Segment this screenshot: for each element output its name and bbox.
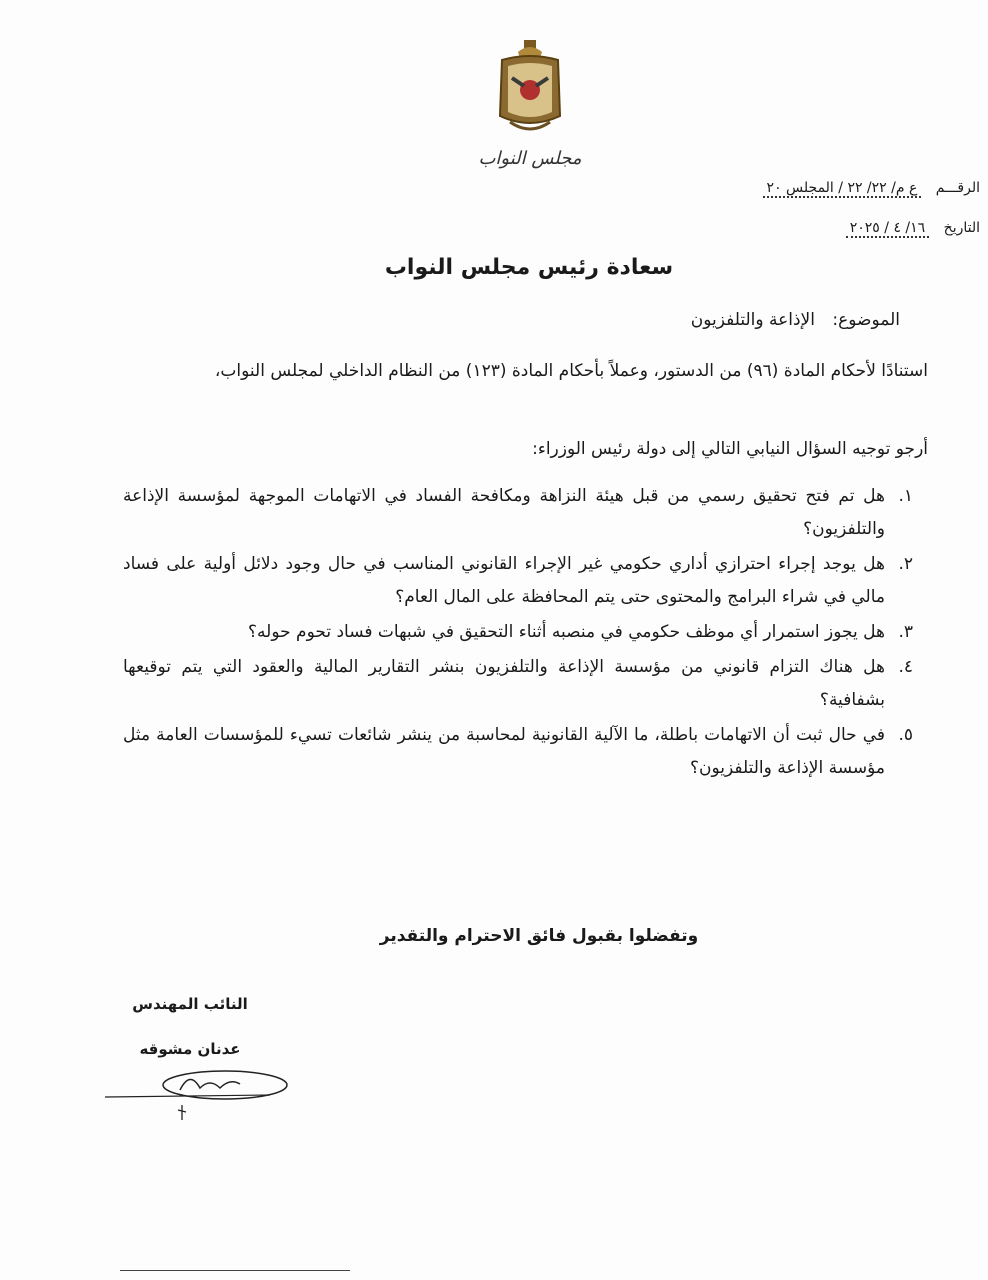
question-number: ٤. — [898, 657, 913, 677]
question-text: هل يوجد إجراء احترازي أداري حكومي غير الإجراء القانوني المناسب في حال وجود دلائل أولية على فساد مالي في شراء البرامج والمحتوى حتى يتم المحافظة على المال العام؟ — [123, 554, 885, 607]
addressee-heading: سعادة رئيس مجلس النواب — [384, 255, 674, 280]
reference-label: الرقـــم — [935, 180, 980, 196]
closing-line: وتفضلوا بقبول فائق الاحترام والتقدير — [379, 926, 699, 946]
question-number: ٣. — [898, 622, 913, 642]
letter-date — [846, 220, 980, 236]
request-paragraph: أرجو توجيه السؤال النيابي التالي إلى دولة رئيس الوزراء: — [532, 439, 928, 459]
subject-label: الموضوع: — [832, 310, 900, 330]
question-text: هل يجوز استمرار أي موظف حكومي في منصبه أثناء التحقيق في شبهات فساد تحوم حوله؟ — [248, 622, 885, 642]
question-text: في حال ثبت أن الاتهامات باطلة، ما الآلية القانونية لمحاسبة من ينشر شائعات تسيء للمؤسسات العامة مثل مؤسسة الإذاعة والتلفزيون؟ — [123, 725, 885, 778]
question-number: ٢. — [898, 554, 913, 574]
question-item — [123, 548, 913, 614]
date-value: ١٦/ ٤ / ٢٠٢٥ — [846, 220, 929, 238]
signatory-role: النائب المهندس — [132, 995, 248, 1013]
question-text: هل هناك التزام قانوني من مؤسسة الإذاعة والتلفزيون بنشر التقارير المالية والعقود التي يتم توقيعها بشفافية؟ — [123, 657, 885, 710]
reference-value: ع م/ ٢٢/ ٢٢ / المجلس ٢٠ — [763, 180, 922, 198]
question-item — [123, 480, 913, 546]
date-label: التاريخ — [943, 220, 980, 236]
question-text: هل تم فتح تحقيق رسمي من قبل هيئة النزاهة ومكافحة الفساد في الاتهامات الموجهة لمؤسسة الإذاعة والتلفزيون؟ — [123, 486, 885, 539]
council-logo-text: مجلس النواب — [478, 148, 582, 169]
intro-paragraph: استنادًا لأحكام المادة (٩٦) من الدستور، وعملاً بأحكام المادة (١٢٣) من النظام الداخلي لمجلس النواب، — [214, 361, 928, 381]
subject-value: الإذاعة والتلفزيون — [690, 310, 815, 330]
coat-of-arms-icon — [488, 38, 572, 138]
question-number: ١. — [898, 486, 913, 506]
reference-number — [763, 180, 980, 196]
question-item — [123, 616, 913, 649]
footer-divider — [120, 1270, 350, 1271]
signatory-name: عدنان مشوقه — [139, 1040, 241, 1058]
question-item — [123, 719, 913, 785]
subject-line — [691, 310, 900, 330]
handwritten-signature — [100, 1060, 300, 1130]
question-number: ٥. — [898, 725, 913, 745]
questions-list — [123, 480, 913, 787]
question-item — [123, 651, 913, 717]
